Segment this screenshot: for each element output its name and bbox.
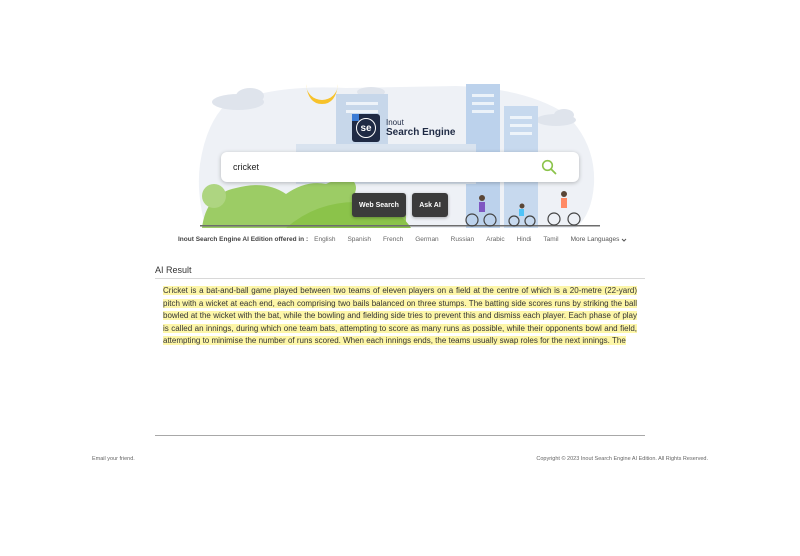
language-link-english[interactable]: English xyxy=(314,236,336,243)
footer-divider xyxy=(155,435,645,436)
language-link-spanish[interactable]: Spanish xyxy=(347,236,371,243)
offered-in-label: Inout Search Engine AI Edition offered in : xyxy=(178,236,309,243)
web-search-button[interactable]: Web Search xyxy=(352,193,406,217)
logo-wordmark xyxy=(386,118,455,138)
language-link-hindi[interactable]: Hindi xyxy=(516,236,532,243)
logo-mark xyxy=(352,114,380,142)
search-icon[interactable] xyxy=(541,159,557,175)
ai-result-text: Cricket is a bat-and-ball game played between two teams of eleven players on a field at the centre of which is a 20-metre (22-yard) pitch with a wicket at each end, each comprising two bails balanced on three stumps. The batting side scores runs by striking the ball bowled at the wicket with the bat, while the bowling and fielding side tries to prevent this and dismiss each player. Each phase of play is called an innings, during which one team bats, attempting to score as many runs as possible, while their opponents bowl and field, attempting to minimise the number of runs scored. When each innings ends, the teams usually swap roles for the next innings. The xyxy=(163,286,637,346)
ai-result-body xyxy=(163,285,637,348)
language-link-arabic[interactable]: Arabic xyxy=(486,236,505,243)
logo-line-2: Search Engine xyxy=(386,127,456,138)
search-bar xyxy=(221,152,579,182)
email-friend-link[interactable]: Email your friend. xyxy=(92,456,135,462)
language-link-german[interactable]: German xyxy=(415,236,439,243)
logo-line-1: Inout xyxy=(386,118,404,127)
language-link-tamil[interactable]: Tamil xyxy=(543,236,559,243)
language-link-russian[interactable]: Russian xyxy=(450,236,475,243)
more-languages-label: More Languages xyxy=(570,236,620,243)
ask-ai-button[interactable]: Ask AI xyxy=(412,193,448,217)
copyright-text: Copyright © 2023 Inout Search Engine AI Edition. All Rights Reserved. xyxy=(536,456,708,462)
search-input[interactable] xyxy=(231,161,535,173)
language-link-french[interactable]: French xyxy=(382,236,404,243)
brand-logo[interactable] xyxy=(352,114,455,142)
ai-result-heading: AI Result xyxy=(155,265,192,275)
more-languages-dropdown[interactable] xyxy=(571,236,628,243)
chevron-down-icon xyxy=(621,237,627,243)
language-bar xyxy=(178,236,638,243)
logo-mark-text: se xyxy=(356,118,376,138)
ai-result-divider xyxy=(155,278,645,279)
